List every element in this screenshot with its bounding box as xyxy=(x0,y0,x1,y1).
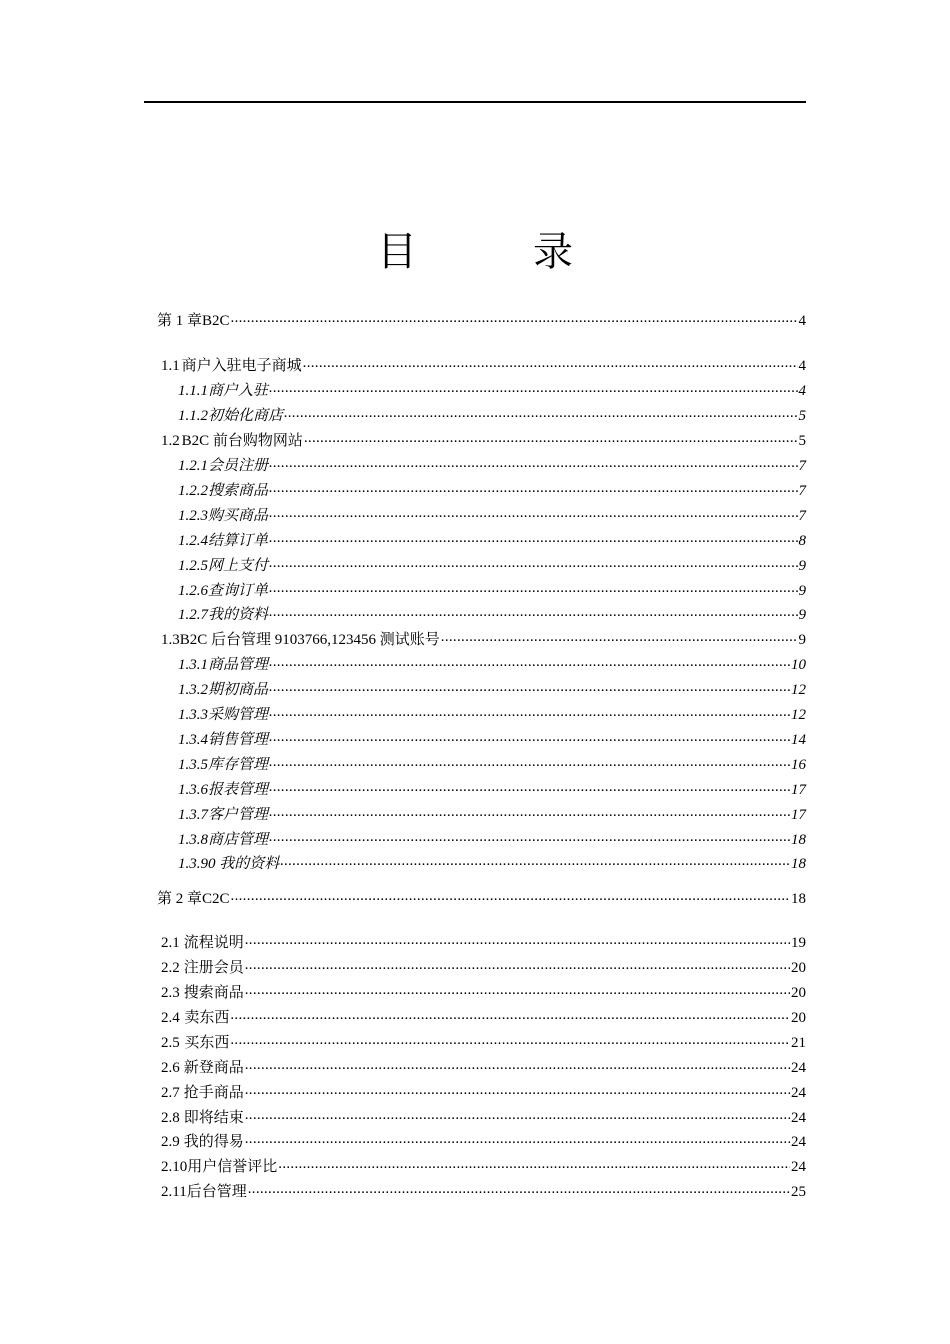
toc-number: 1.3.8 xyxy=(178,832,208,848)
toc-entry-sub[interactable] xyxy=(178,853,806,875)
toc-number: 1.1.2 xyxy=(178,408,208,424)
toc-leader-dots xyxy=(269,552,797,574)
toc-page-number: 12 xyxy=(791,682,806,698)
toc-page-number: 17 xyxy=(791,807,806,823)
toc-title: 买东西 xyxy=(184,1035,230,1051)
toc-entry-sub[interactable] xyxy=(178,505,806,527)
toc-title: 商户入驻电子商城 xyxy=(181,358,302,374)
toc-entry-sub[interactable] xyxy=(178,480,806,502)
toc-entry-section[interactable] xyxy=(161,982,806,1004)
toc-page-number: 20 xyxy=(791,960,806,976)
toc-title: 库存管理 xyxy=(208,757,269,773)
toc-page-number: 24 xyxy=(791,1159,806,1175)
toc-number: 1.3.3 xyxy=(178,707,208,723)
toc-title: 0 我的资料 xyxy=(208,856,280,872)
toc-number: 2.9 xyxy=(161,1134,180,1150)
toc-entry-section[interactable] xyxy=(161,932,806,954)
toc-leader-dots xyxy=(230,1004,790,1026)
toc-entry-sub[interactable] xyxy=(178,679,806,701)
toc-page-number: 5 xyxy=(798,433,806,449)
toc-page-number: 24 xyxy=(791,1110,806,1126)
toc-title: 搜索商品 xyxy=(183,985,244,1001)
toc-number: 1.3.1 xyxy=(178,657,208,673)
toc-title: 我的得易 xyxy=(183,1134,244,1150)
toc-page-number: 5 xyxy=(798,408,806,424)
toc-entry-section[interactable] xyxy=(161,1082,806,1104)
toc-page-number: 4 xyxy=(798,313,806,329)
toc-page-number: 16 xyxy=(791,757,806,773)
toc-title: 结算订单 xyxy=(208,533,269,549)
toc-title: B2C 前台购物网站 xyxy=(181,433,303,449)
toc-page-number: 24 xyxy=(791,1085,806,1101)
toc-entry-sub[interactable] xyxy=(178,754,806,776)
toc-number: 1.2.5 xyxy=(178,558,208,574)
toc-number: 1.3.5 xyxy=(178,757,208,773)
toc-title: 搜索商品 xyxy=(208,483,269,499)
toc-page-number: 4 xyxy=(798,358,806,374)
toc-entry-sub[interactable] xyxy=(178,804,806,826)
toc-entry-section[interactable] xyxy=(161,1107,806,1129)
toc-entry-section[interactable] xyxy=(161,957,806,979)
toc-entry-sub[interactable] xyxy=(178,604,806,626)
toc-title: 网上支付 xyxy=(208,558,269,574)
toc-page-number: 19 xyxy=(791,935,806,951)
toc-title: 用户信誉评比 xyxy=(187,1159,278,1175)
toc-leader-dots xyxy=(245,1128,790,1150)
toc-title: 商品管理 xyxy=(208,657,269,673)
toc-entry-sub[interactable] xyxy=(178,455,806,477)
toc-title: C2C xyxy=(202,891,230,907)
toc-entry-sub[interactable] xyxy=(178,779,806,801)
toc-number: 1.2.1 xyxy=(178,458,208,474)
toc-title: 我的资料 xyxy=(208,607,269,623)
toc-leader-dots xyxy=(269,477,797,499)
toc-number: 2.6 xyxy=(161,1060,180,1076)
toc-title: B2C xyxy=(202,313,230,329)
toc-page-number: 17 xyxy=(791,782,806,798)
toc-number: 1.2.4 xyxy=(178,533,208,549)
toc-leader-dots xyxy=(269,577,797,599)
toc-entry-sub[interactable] xyxy=(178,729,806,751)
toc-page-number: 20 xyxy=(791,1010,806,1026)
toc-number: 2.2 xyxy=(161,960,180,976)
toc-leader-dots xyxy=(248,1178,790,1200)
toc-title: 报表管理 xyxy=(208,782,269,798)
toc-number: 1.1 xyxy=(161,358,180,374)
toc-number: 1.2 xyxy=(161,433,180,449)
toc-leader-dots xyxy=(269,751,790,773)
toc-title: 流程说明 xyxy=(183,935,244,951)
toc-leader-dots xyxy=(269,726,790,748)
toc-entry-section[interactable] xyxy=(161,1131,806,1153)
toc-number: 1.2.3 xyxy=(178,508,208,524)
toc-title: 注册会员 xyxy=(183,960,244,976)
toc-title: 采购管理 xyxy=(208,707,269,723)
toc-number: 第 1 章 xyxy=(157,313,203,329)
toc-number: 1.3.6 xyxy=(178,782,208,798)
toc-entry-section[interactable] xyxy=(161,1007,806,1029)
toc-page-number: 8 xyxy=(798,533,806,549)
toc-page-number: 18 xyxy=(791,832,806,848)
toc-page-number: 7 xyxy=(798,483,806,499)
toc-entry-chapter[interactable] xyxy=(157,888,806,910)
toc-leader-dots xyxy=(269,701,790,723)
toc-leader-dots xyxy=(269,377,797,399)
toc-page-number: 7 xyxy=(798,458,806,474)
toc-page-number: 9 xyxy=(798,632,806,648)
toc-title: 商店管理 xyxy=(208,832,269,848)
toc-page-number: 25 xyxy=(791,1184,806,1200)
toc-leader-dots xyxy=(245,1104,790,1126)
toc-title: 销售管理 xyxy=(208,732,269,748)
toc-title: 后台管理 xyxy=(186,1184,247,1200)
toc-title: 抢手商品 xyxy=(183,1085,244,1101)
toc-leader-dots xyxy=(284,402,797,424)
toc-leader-dots xyxy=(441,626,798,648)
toc-leader-dots xyxy=(245,954,790,976)
toc-page-number: 20 xyxy=(791,985,806,1001)
toc-entry-sub[interactable] xyxy=(178,654,806,676)
toc-number: 2.7 xyxy=(161,1085,180,1101)
toc-number: 1.2.7 xyxy=(178,607,208,623)
toc-leader-dots xyxy=(278,1153,790,1175)
toc-number: 1.3.2 xyxy=(178,682,208,698)
toc-entry-sub[interactable] xyxy=(178,704,806,726)
toc-leader-dots xyxy=(245,929,790,951)
toc-title: B2C 后台管理 9103766,123456 测试账号 xyxy=(179,632,440,648)
toc-entry-sub[interactable] xyxy=(178,380,806,402)
toc-entry-sub[interactable] xyxy=(178,580,806,602)
toc-leader-dots xyxy=(269,651,790,673)
toc-number: 2.4 xyxy=(161,1010,180,1026)
toc-page-number: 10 xyxy=(791,657,806,673)
toc-entry-section[interactable] xyxy=(161,629,806,651)
toc-page-number: 18 xyxy=(791,891,806,907)
toc-number: 1.1.1 xyxy=(178,383,208,399)
toc-page-number: 4 xyxy=(798,383,806,399)
toc-number: 1.3.7 xyxy=(178,807,208,823)
toc-number: 1.3 xyxy=(161,632,180,648)
toc-leader-dots xyxy=(269,801,790,823)
toc-number: 第 2 章 xyxy=(157,891,203,907)
toc-page-number: 12 xyxy=(791,707,806,723)
toc-leader-dots xyxy=(269,527,797,549)
toc-number: 1.2.2 xyxy=(178,483,208,499)
toc-number: 1.3.9 xyxy=(178,856,208,872)
toc-page-number: 14 xyxy=(791,732,806,748)
toc-title: 即将结束 xyxy=(183,1110,244,1126)
toc-title: 会员注册 xyxy=(208,458,269,474)
toc-entry-sub[interactable] xyxy=(178,829,806,851)
toc-page-number: 21 xyxy=(791,1035,806,1051)
toc-entry-section[interactable] xyxy=(161,1181,806,1203)
toc-number: 1.2.6 xyxy=(178,583,208,599)
toc-entry-section[interactable] xyxy=(161,1032,806,1054)
toc-page-number: 7 xyxy=(798,508,806,524)
toc-leader-dots xyxy=(269,676,790,698)
toc-page-number: 24 xyxy=(791,1060,806,1076)
toc-leader-dots xyxy=(245,1079,790,1101)
toc-number: 2.8 xyxy=(161,1110,180,1126)
toc-leader-dots xyxy=(269,502,797,524)
toc-entry-section[interactable] xyxy=(161,430,806,452)
toc-title: 卖东西 xyxy=(184,1010,230,1026)
toc-leader-dots xyxy=(230,1029,790,1051)
toc-number: 2.11 xyxy=(161,1184,187,1200)
toc-page-number: 9 xyxy=(798,607,806,623)
toc-leader-dots xyxy=(269,776,790,798)
toc-title: 客户管理 xyxy=(208,807,269,823)
toc-page-number: 18 xyxy=(791,856,806,872)
toc-number: 2.1 xyxy=(161,935,180,951)
toc-leader-dots xyxy=(245,979,790,1001)
page-title: 目 录 xyxy=(377,229,611,275)
toc-number: 2.5 xyxy=(161,1035,180,1051)
toc-leader-dots xyxy=(303,352,798,374)
toc-entry-section[interactable] xyxy=(161,1057,806,1079)
toc-number: 1.3.4 xyxy=(178,732,208,748)
toc-entry-chapter[interactable] xyxy=(157,310,806,332)
toc-leader-dots xyxy=(269,601,797,623)
toc-title: 期初商品 xyxy=(208,682,269,698)
toc-leader-dots xyxy=(269,826,790,848)
toc-leader-dots xyxy=(245,1054,790,1076)
toc-page-number: 9 xyxy=(798,558,806,574)
toc-number: 2.3 xyxy=(161,985,180,1001)
toc-page-number: 24 xyxy=(791,1134,806,1150)
toc-entry-section[interactable] xyxy=(161,1156,806,1178)
toc-title: 初始化商店 xyxy=(208,408,284,424)
toc-title: 商户入驻 xyxy=(208,383,269,399)
toc-leader-dots xyxy=(269,452,797,474)
toc-title: 购买商品 xyxy=(208,508,269,524)
toc-entry-sub[interactable] xyxy=(178,530,806,552)
toc-title: 新登商品 xyxy=(183,1060,244,1076)
toc-page-number: 9 xyxy=(798,583,806,599)
toc-entry-sub[interactable] xyxy=(178,555,806,577)
toc-leader-dots xyxy=(231,307,798,329)
toc-number: 2.10 xyxy=(161,1159,188,1175)
toc-title: 查询订单 xyxy=(208,583,269,599)
toc-leader-dots xyxy=(304,427,798,449)
toc-entry-sub[interactable] xyxy=(178,405,806,427)
toc-leader-dots xyxy=(231,885,790,907)
toc-leader-dots xyxy=(280,850,790,872)
toc-entry-section[interactable] xyxy=(161,355,806,377)
